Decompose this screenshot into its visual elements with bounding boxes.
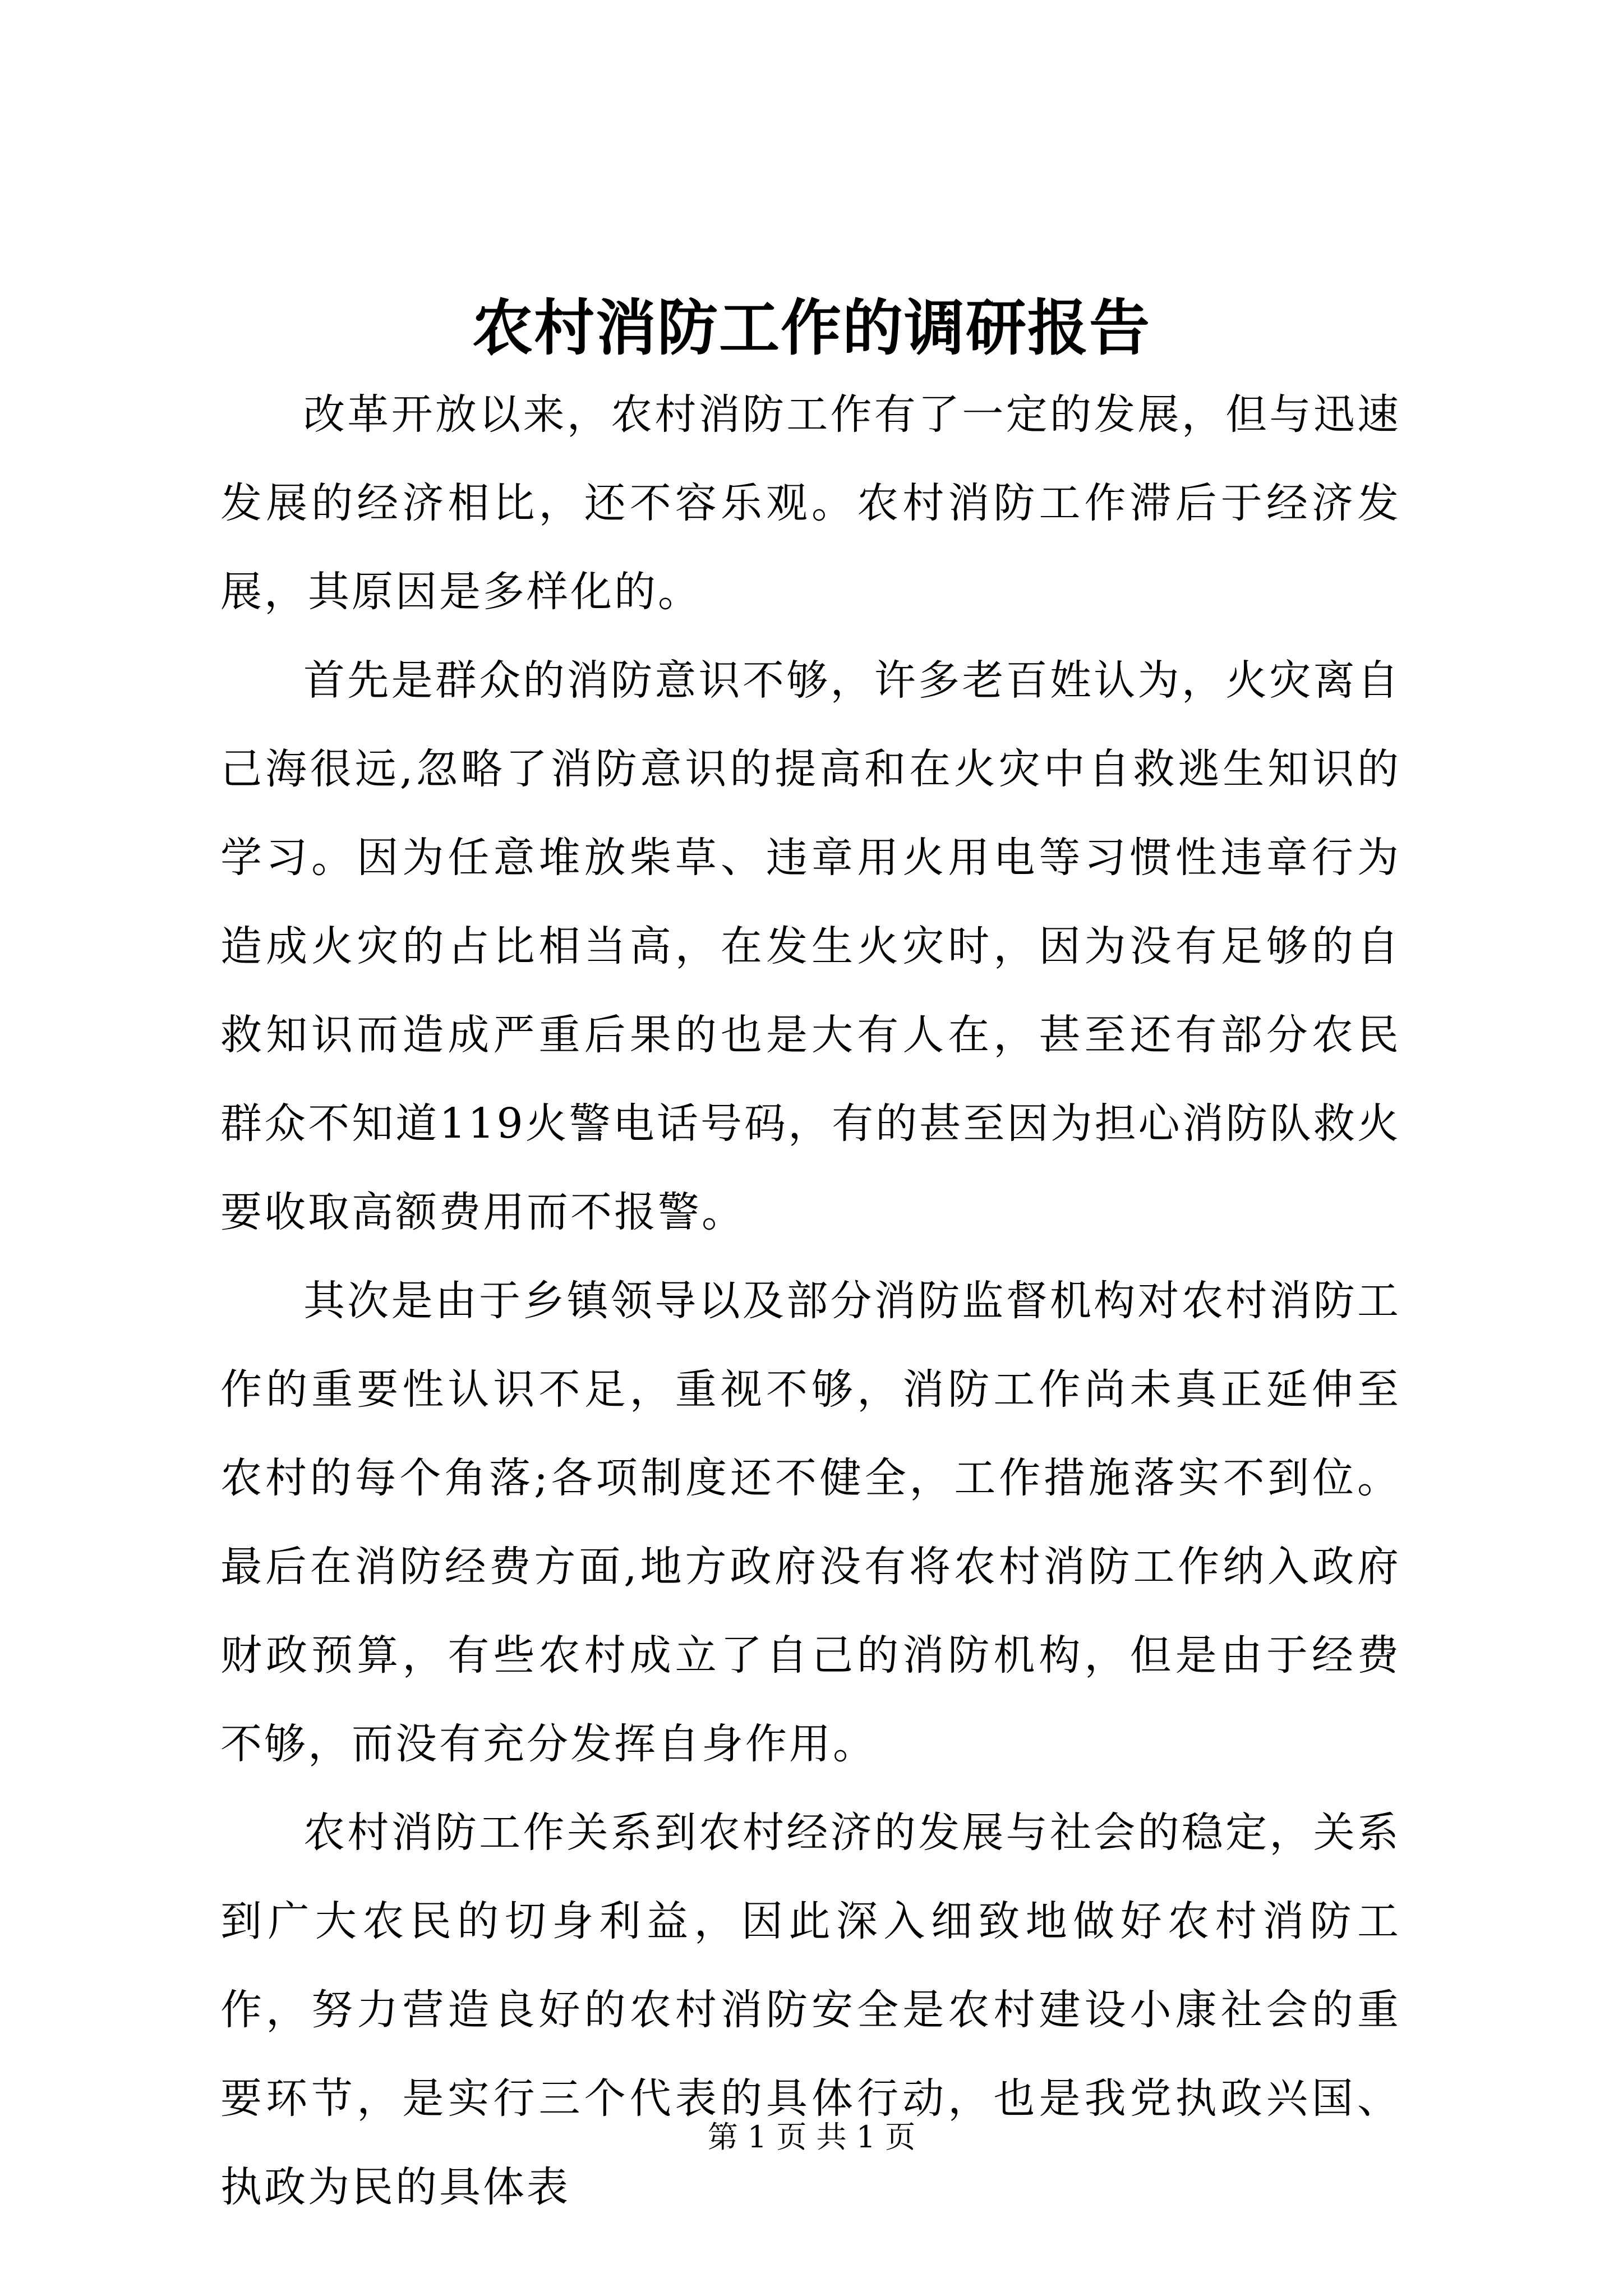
paragraph-4: 农村消防工作关系到农村经济的发展与社会的稳定，关系到广大农民的切身利益，因此深入细致地做好农村消防工作，努力营造良好的农村消防安全是农村建设小康社会的重要环节，是实行三个代表的具体行动，也是我党执政兴国、执政为民的具体表	[220, 1809, 1401, 2211]
document-title: 农村消防工作的调研报告	[472, 293, 1151, 364]
paragraph-3: 其次是由于乡镇领导以及部分消防监督机构对农村消防工作的重要性认识不足，重视不够，消防工作尚未真正延伸至农村的每个角落;各项制度还不健全，工作措施落实不到位。最后在消防经费方面,地方政府没有将农村消防工作纳入政府财政预算，有些农村成立了自己的消防机构，但是由于经费不够，而没有充分发挥自身作用。	[220, 1277, 1401, 1768]
page-footer: 第 1 页 共 1 页	[707, 2119, 916, 2155]
document-body	[220, 370, 1401, 2231]
paragraph-1: 改革开放以来，农村消防工作有了一定的发展，但与迅速发展的经济相比，还不容乐观。农村消防工作滞后于经济发展，其原因是多样化的。	[220, 390, 1401, 616]
paragraph-2: 首先是群众的消防意识不够，许多老百姓认为，火灾离自己海很远,忽略了消防意识的提高和在火灾中自救逃生知识的学习。因为任意堆放柴草、违章用火用电等习惯性违章行为造成火灾的占比相当高，在发生火灾时，因为没有足够的自救知识而造成严重后果的也是大有人在，甚至还有部分农民群众不知道119火警电话号码，有的甚至因为担心消防队救火要收取高额费用而不报警。	[220, 656, 1401, 1236]
